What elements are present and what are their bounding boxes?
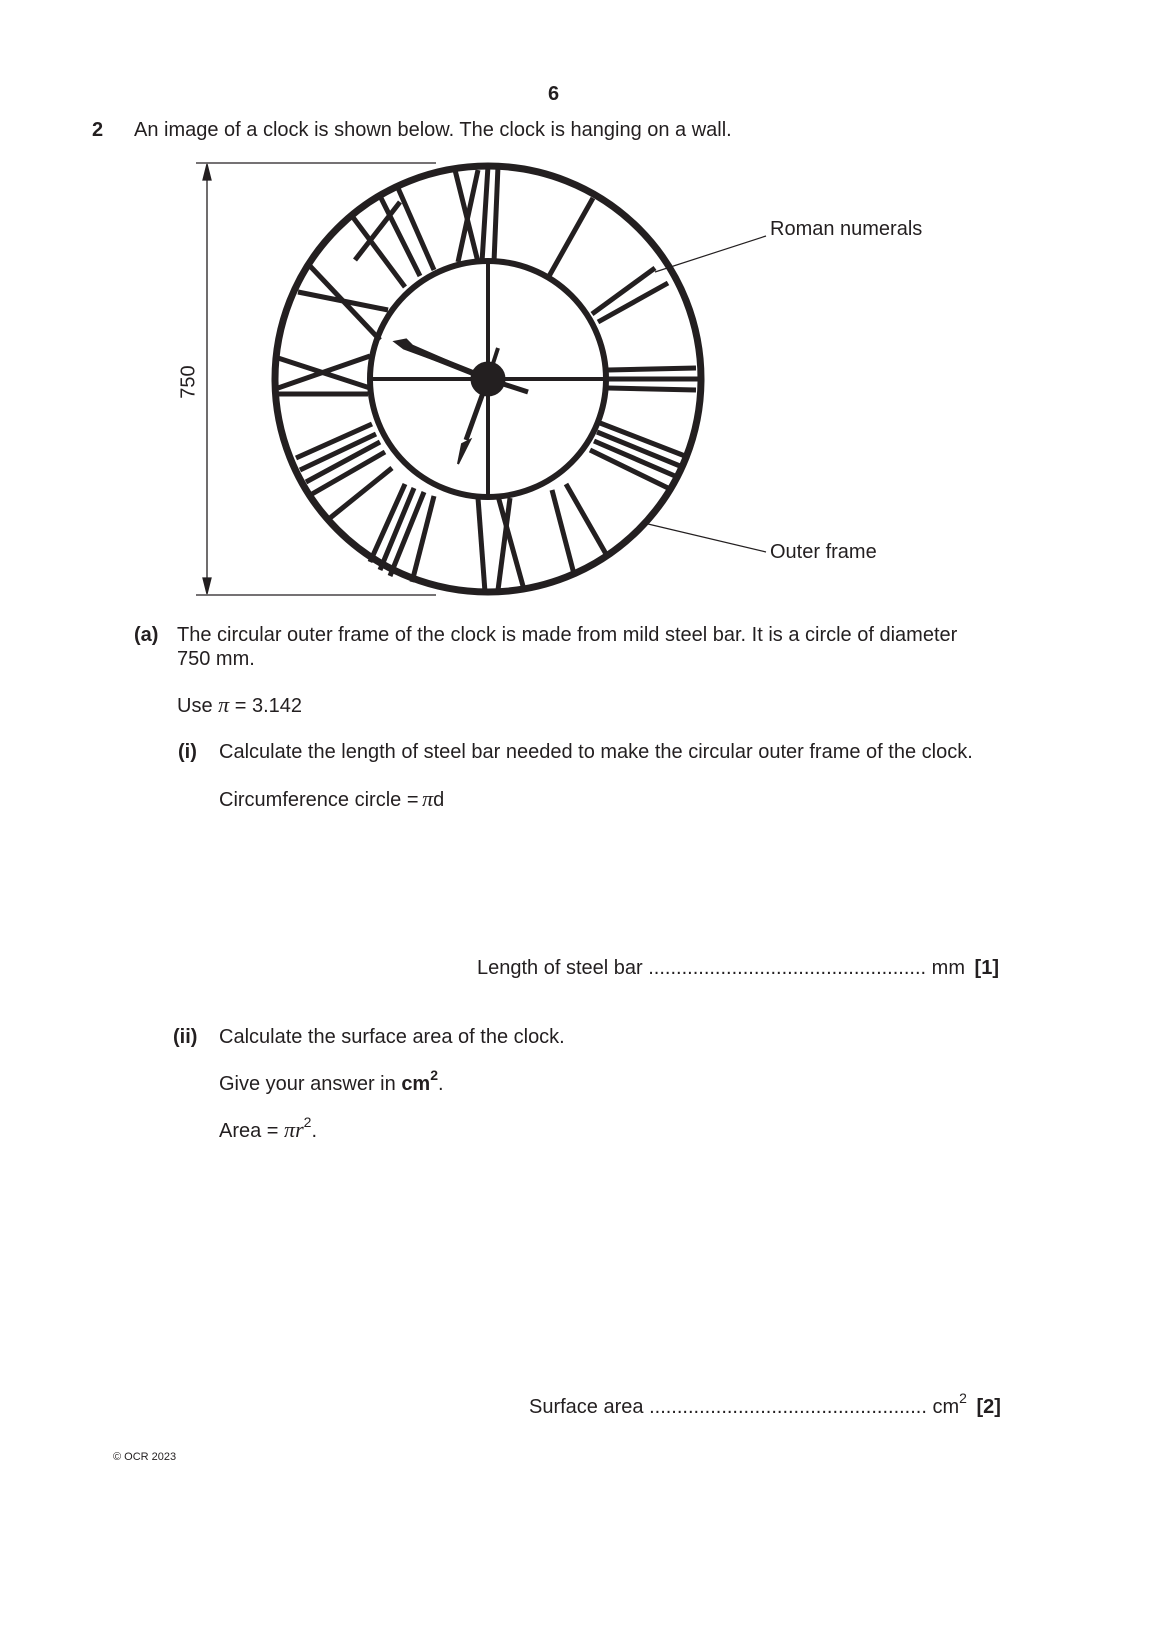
clock-hands	[396, 340, 528, 464]
marks: [2]	[976, 1396, 1001, 1418]
give-prefix: Give your answer in	[219, 1073, 396, 1095]
pi-symbol: π	[284, 1117, 296, 1142]
give-unit-sup: 2	[430, 1067, 439, 1084]
hub	[471, 362, 505, 396]
area-formula	[219, 1114, 317, 1143]
part-ii-label: (ii)	[173, 1026, 198, 1048]
copyright-footer: © OCR 2023	[113, 1451, 177, 1463]
area-suffix: .	[311, 1120, 317, 1142]
area-var: r	[295, 1117, 304, 1142]
answer-unit: cm	[932, 1396, 960, 1418]
answer-dots[interactable]: ..................................................	[649, 1396, 927, 1418]
part-i-label: (i)	[178, 741, 197, 763]
callout-outer-frame: Outer frame	[770, 541, 877, 563]
marks: [1]	[974, 957, 999, 979]
area-sup: 2	[303, 1114, 312, 1131]
clock-figure	[0, 0, 1158, 640]
part-ii-text: Calculate the surface area of the clock.	[219, 1026, 565, 1048]
page-number: 6	[548, 83, 560, 105]
formula-var: d	[433, 789, 445, 811]
give-suffix: .	[438, 1073, 444, 1095]
part-a-label: (a)	[134, 624, 159, 646]
answer-line-length[interactable]	[477, 956, 999, 980]
part-a-text-line2: 750 mm.	[177, 648, 255, 670]
answer-dots[interactable]: ..................................................	[648, 957, 927, 979]
answer-unit-sup: 2	[959, 1390, 967, 1407]
answer-label: Surface area	[529, 1396, 644, 1418]
give-answer-line	[219, 1067, 444, 1096]
answer-unit: mm	[931, 957, 965, 979]
part-i-text: Calculate the length of steel bar needed to make the circular outer frame of the clock.	[219, 741, 973, 763]
dimension-label: 750	[177, 365, 200, 399]
use-pi-value: = 3.142	[234, 695, 303, 717]
formula-prefix: Circumference circle =	[219, 789, 419, 811]
question-stem: An image of a clock is shown below. The clock is hanging on a wall.	[134, 119, 732, 141]
pi-symbol: π	[422, 786, 434, 811]
part-a-text-line1: The circular outer frame of the clock is made from mild steel bar. It is a circle of diameter	[177, 624, 958, 646]
question-number: 2	[92, 119, 104, 141]
give-unit: cm	[401, 1073, 431, 1095]
circumference-formula	[219, 787, 444, 812]
answer-line-area[interactable]	[529, 1390, 1001, 1419]
pi-symbol: π	[218, 692, 230, 717]
use-pi-line	[177, 693, 302, 718]
area-prefix: Area =	[219, 1120, 279, 1142]
use-pi-prefix: Use	[177, 695, 213, 717]
callout-roman-numerals: Roman numerals	[770, 218, 923, 240]
answer-label: Length of steel bar	[477, 957, 643, 979]
